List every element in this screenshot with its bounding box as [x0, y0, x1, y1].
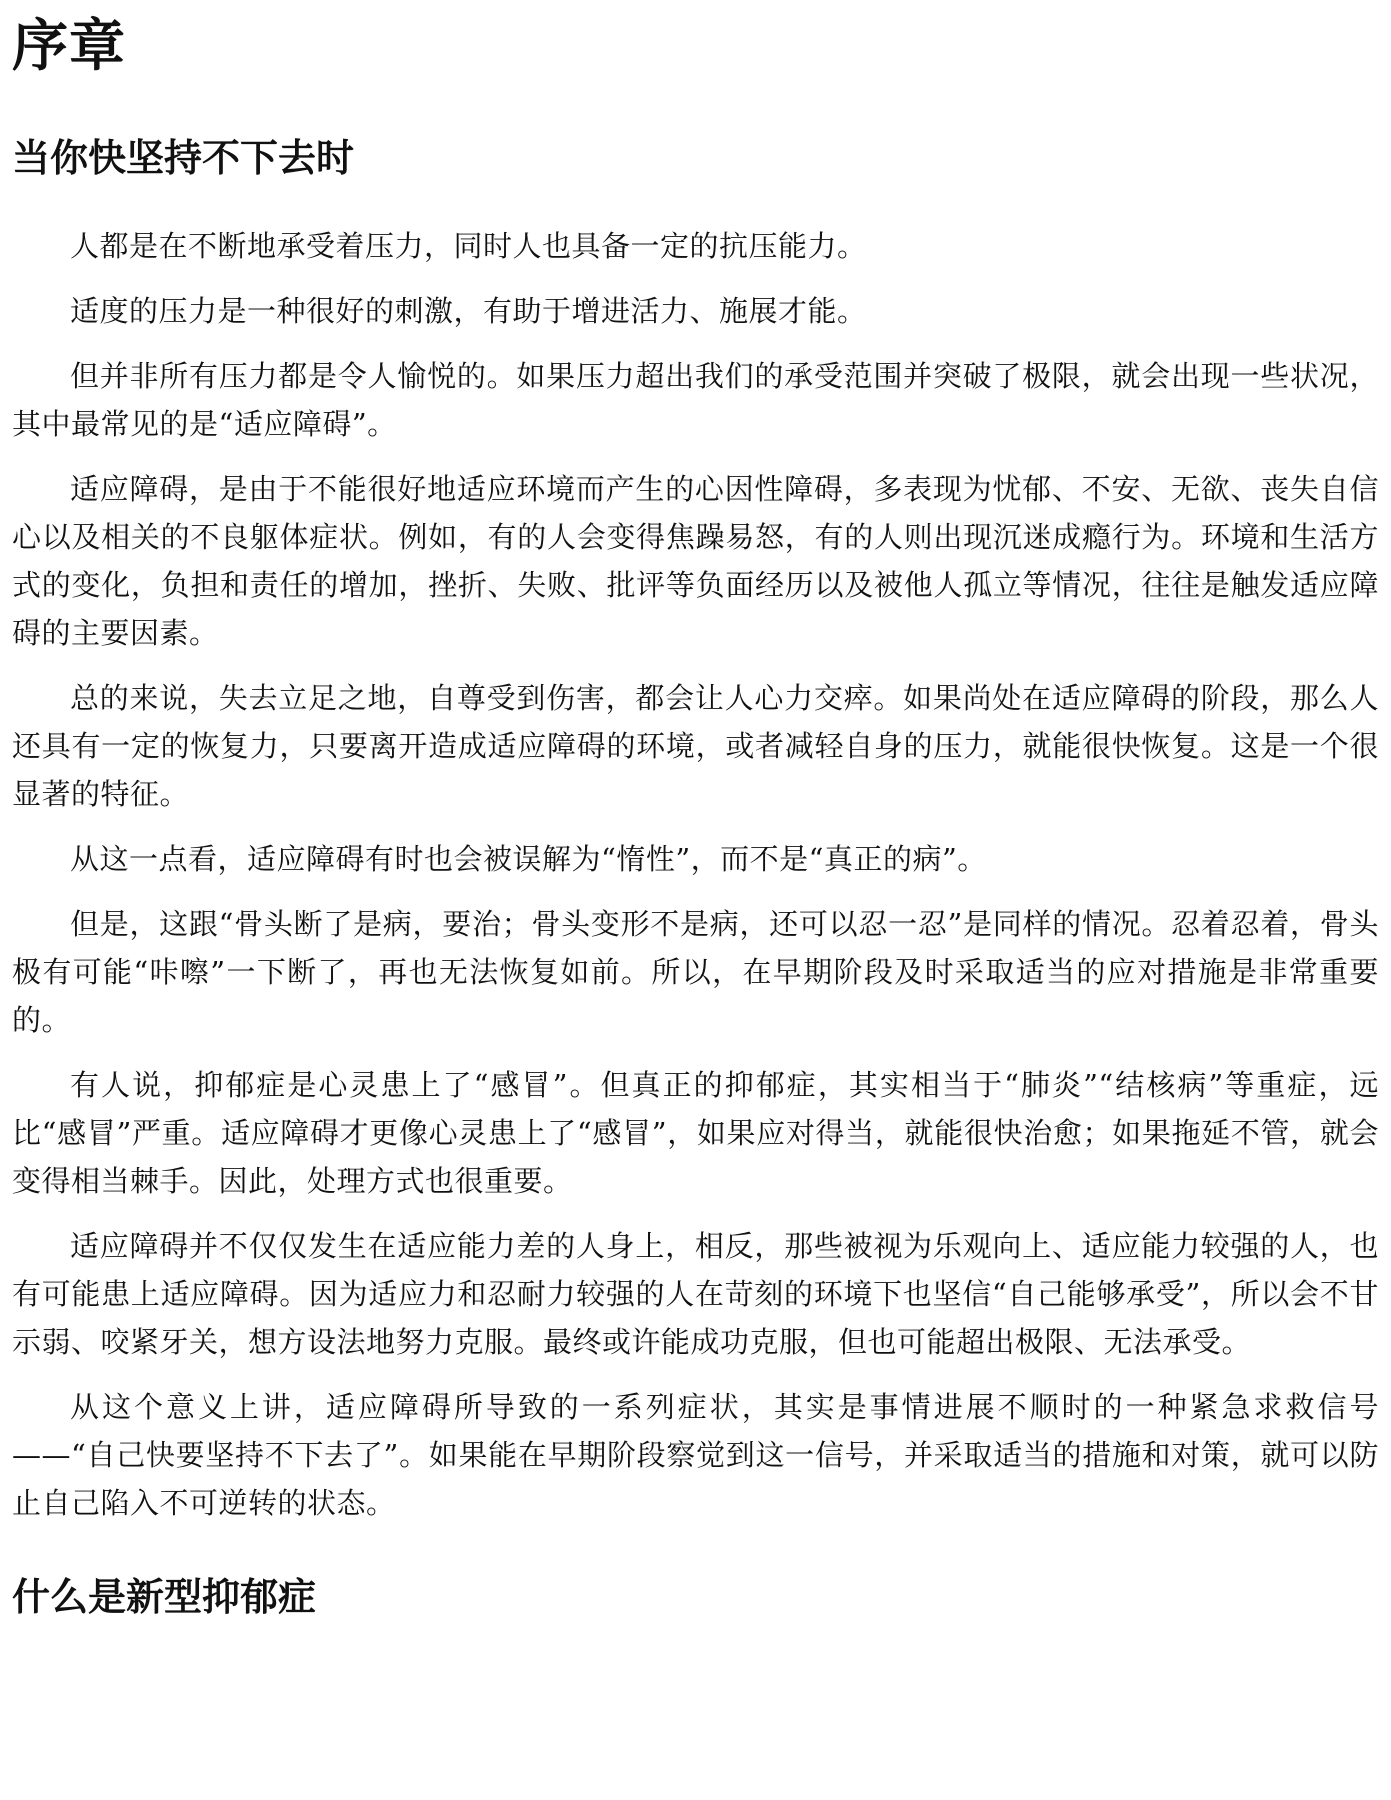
paragraph: 但是，这跟“骨头断了是病，要治；骨头变形不是病，还可以忍一忍”是同样的情况。忍着忍着，骨头极有可能“咔嚓”一下断了，再也无法恢复如前。所以，在早期阶段及时采取适当的应对措施是非常重要的。 [12, 907, 1379, 1037]
section-heading: 什么是新型抑郁症 [12, 1575, 317, 1619]
paragraph: 适度的压力是一种很好的刺激，有助于增进活力、施展才能。 [70, 294, 867, 328]
chapter-title: 序章 [12, 14, 126, 79]
section-body [12, 222, 1379, 1527]
paragraph: 人都是在不断地承受着压力，同时人也具备一定的抗压能力。 [70, 229, 867, 263]
paragraph: 总的来说，失去立足之地，自尊受到伤害，都会让人心力交瘁。如果尚处在适应障碍的阶段，那么人还具有一定的恢复力，只要离开造成适应障碍的环境，或者减轻自身的压力，就能很快恢复。这是一个很显著的特征。 [12, 681, 1379, 811]
paragraph: 从这一点看，适应障碍有时也会被误解为“惰性”，而不是“真正的病”。 [70, 842, 987, 876]
paragraph: 适应障碍并不仅仅发生在适应能力差的人身上，相反，那些被视为乐观向上、适应能力较强的人，也有可能患上适应障碍。因为适应力和忍耐力较强的人在苛刻的环境下也坚信“自己能够承受”，所以会不甘示弱、咬紧牙关，想方设法地努力克服。最终或许能成功克服，但也可能超出极限、无法承受。 [12, 1229, 1379, 1359]
paragraph: 但并非所有压力都是令人愉悦的。如果压力超出我们的承受范围并突破了极限，就会出现一些状况，其中最常见的是“适应障碍”。 [12, 359, 1379, 441]
paragraph: 适应障碍，是由于不能很好地适应环境而产生的心因性障碍，多表现为忧郁、不安、无欲、丧失自信心以及相关的不良躯体症状。例如，有的人会变得焦躁易怒，有的人则出现沉迷成瘾行为。环境和生活方式的变化，负担和责任的增加，挫折、失败、批评等负面经历以及被他人孤立等情况，往往是触发适应障碍的主要因素。 [12, 472, 1379, 650]
paragraph: 有人说，抑郁症是心灵患上了“感冒”。但真正的抑郁症，其实相当于“肺炎”“结核病”等重症，远比“感冒”严重。适应障碍才更像心灵患上了“感冒”，如果应对得当，就能很快治愈；如果拖延不管，就会变得相当棘手。因此，处理方式也很重要。 [12, 1068, 1379, 1198]
paragraph: 从这个意义上讲，适应障碍所导致的一系列症状，其实是事情进展不顺时的一种紧急求救信号——“自己快要坚持不下去了”。如果能在早期阶段察觉到这一信号，并采取适当的措施和对策，就可以防止自己陷入不可逆转的状态。 [12, 1390, 1379, 1520]
section-heading: 当你快坚持不下去时 [12, 136, 355, 180]
